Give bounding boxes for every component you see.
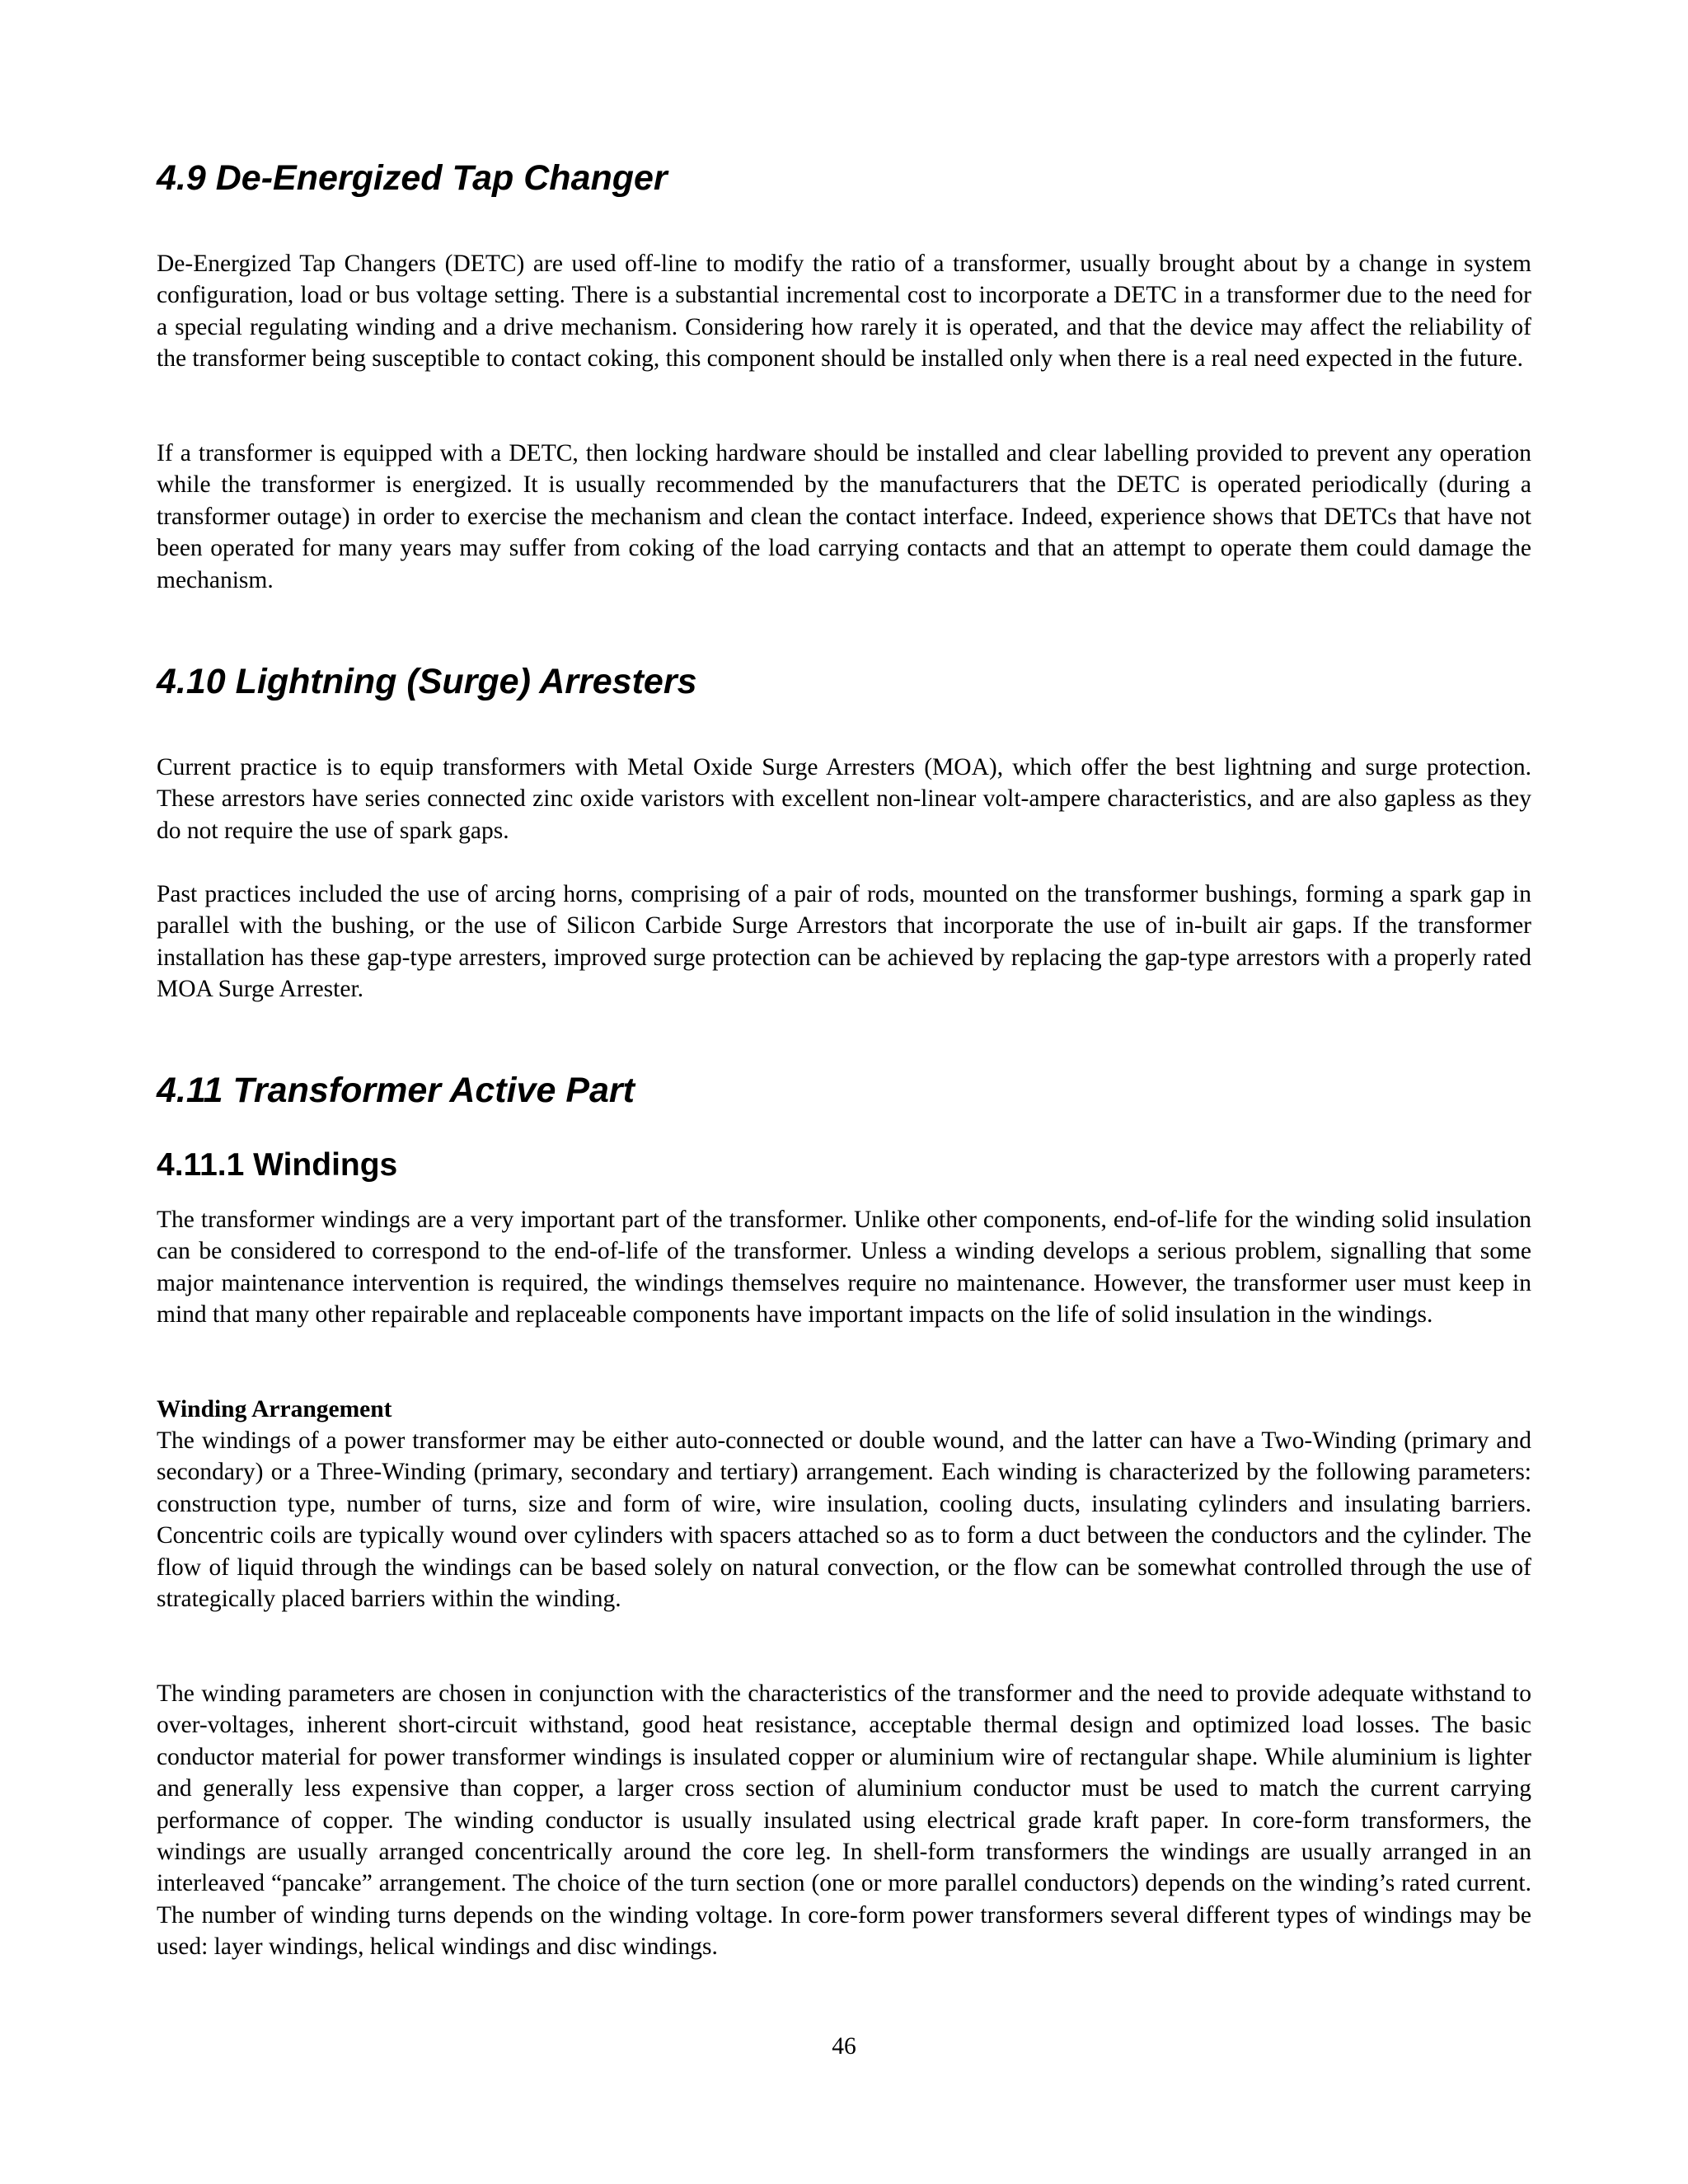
paragraph-winding-arrangement: The windings of a power transformer may be either auto-connected or double wound, and the latter can have a Two-Winding (primary and secondary) or a Three-Winding (primary, secondary and tertiary) arrangement. Each winding is characterized by the following parameters: construction type, number of turns, size and form of wire, wire insulation, cooling ducts, insulating cylinders and insulating barriers. Concentric coils are typically wound over cylinders with spacers attached so as to form a duct between the conductors and the cylinder. The flow of liquid through the windings can be based solely on natural convection, or the flow can be somewhat controlled through the use of strategically placed barriers within the winding. bbox=[157, 1427, 1531, 1613]
paragraph-detc-locking: If a transformer is equipped with a DETC, then locking hardware should be installed and clear labelling provided to prevent any operation while the transformer is energized. It is usually recommended by the manufacturers that the DETC is operated periodically (during a transformer outage) in order to exercise the mechanism and clean the contact interface. Indeed, experience shows that DETCs that have not been operated for many years may suffer from coking of the load carrying contacts and that an attempt to operate them could damage the mechanism. bbox=[157, 440, 1531, 593]
document-page bbox=[157, 0, 1531, 2184]
subsection-heading-4-11-1: 4.11.1 Windings bbox=[157, 1147, 398, 1183]
paragraph-moa-practice: Current practice is to equip transformers with Metal Oxide Surge Arresters (MOA), which offer the best lightning and surge protection. These arrestors have series connected zinc oxide varistors with excellent non-linear volt-ampere characteristics, and are also gapless as they do not require the use of spark gaps. bbox=[157, 754, 1531, 844]
paragraph-winding-parameters: The winding parameters are chosen in conjunction with the characteristics of the transformer and the need to provide adequate withstand to over-voltages, inherent short-circuit withstand, good heat resistance, acceptable thermal design and optimized load losses. The basic conductor material for power transformer windings is insulated copper or aluminium wire of rectangular shape. While aluminium is lighter and generally less expensive than copper, a larger cross section of aluminium conductor must be used to match the current carrying performance of copper. The winding conductor is usually insulated using electrical grade kraft paper. In core-form transformers, the windings are usually arranged concentrically around the core leg. In shell-form transformers the windings are usually arranged in an interleaved “pancake” arrangement. The choice of the turn section (one or more parallel conductors) depends on the winding’s rated current. The number of winding turns depends on the winding voltage. In core-form power transformers several different types of windings may be used: layer windings, helical windings and disc windings. bbox=[157, 1680, 1531, 1961]
section-heading-4-11: 4.11 Transformer Active Part bbox=[157, 1071, 635, 1110]
paragraph-past-practices: Past practices included the use of arcing horns, comprising of a pair of rods, mounted on the transformer bushings, forming a spark gap in parallel with the bushing, or the use of Silicon Carbide Surge Arrestors that incorporate the use of in-built air gaps. If the transformer installation has these gap-type arresters, improved surge protection can be achieved by replacing the gap-type arrestors with a properly rated MOA Surge Arrester. bbox=[157, 881, 1531, 1003]
paragraph-detc-intro: De-Energized Tap Changers (DETC) are used off-line to modify the ratio of a transformer, usually brought about by a change in system configuration, load or bus voltage setting. There is a substantial incremental cost to incorporate a DETC in a transformer due to the need for a special regulating winding and a drive mechanism. Considering how rarely it is operated, and that the device may affect the reliability of the transformer being susceptible to contact coking, this component should be installed only when there is a real need expected in the future. bbox=[157, 251, 1531, 373]
run-in-heading-winding-arrangement: Winding Arrangement bbox=[157, 1396, 392, 1422]
paragraph-windings-intro: The transformer windings are a very important part of the transformer. Unlike other components, end-of-life for the winding solid insulation can be considered to correspond to the end-of-life of the transformer. Unless a winding develops a serious problem, signalling that some major maintenance intervention is required, the windings themselves require no maintenance. However, the transformer user must keep in mind that many other repairable and replaceable components have important impacts on the life of solid insulation in the windings. bbox=[157, 1207, 1531, 1329]
section-heading-4-9: 4.9 De-Energized Tap Changer bbox=[157, 158, 668, 198]
section-heading-4-10: 4.10 Lightning (Surge) Arresters bbox=[157, 662, 697, 701]
page-number: 46 bbox=[832, 2033, 856, 2060]
